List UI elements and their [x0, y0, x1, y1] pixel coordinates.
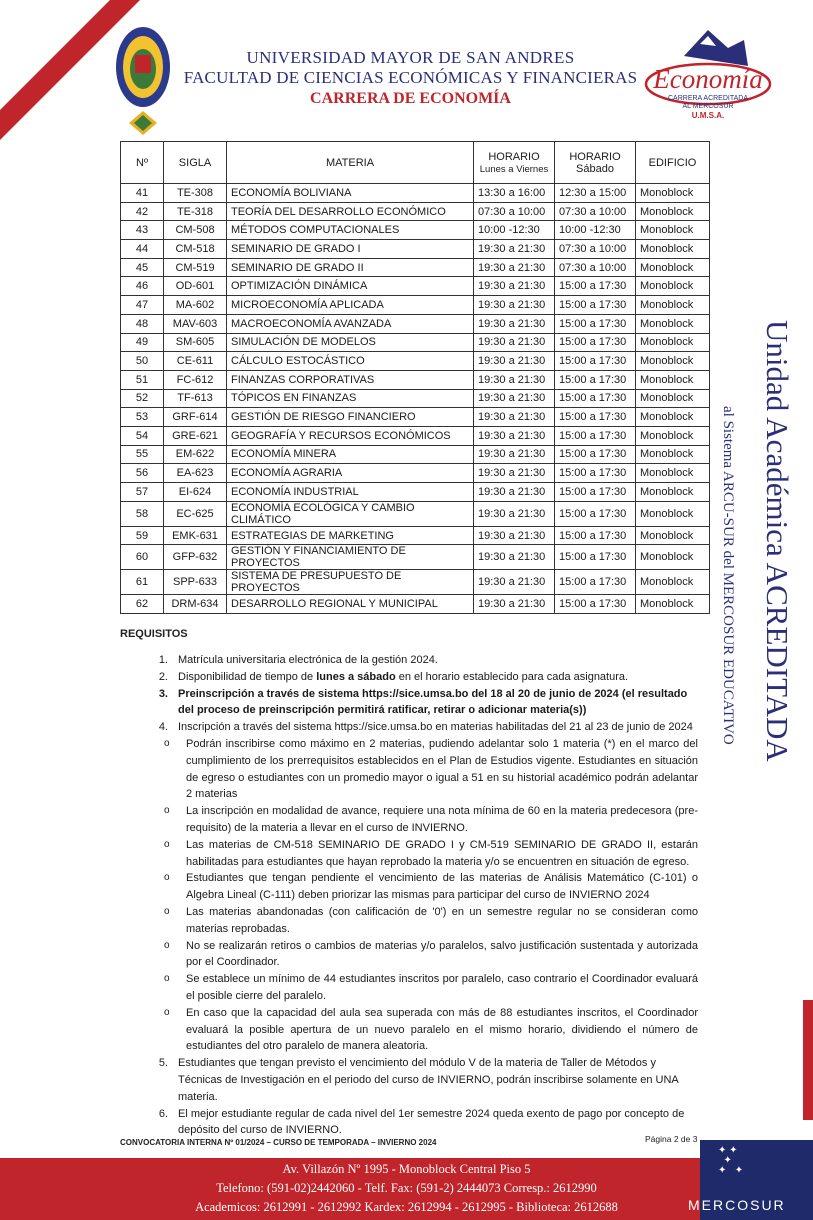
list-item: [120, 1106, 698, 1140]
table-row: [121, 202, 710, 221]
cell-horario-semana: 19:30 a 21:30: [474, 483, 555, 502]
career-name: CARRERA DE ECONOMÍA: [310, 90, 511, 107]
table-row: [121, 314, 710, 333]
faculty-name: FACULTAD DE CIENCIAS ECONÓMICAS Y FINANCIERAS: [183, 68, 638, 87]
col-horario-semana: [474, 142, 555, 184]
table-row: [121, 370, 710, 389]
sub-item-text: Se establece un mínimo de 44 estudiantes inscritos por paralelo, caso contrario el Coordinador evaluará el posible cierre del paralelo.: [186, 973, 698, 1002]
cell-horario-sabado: 15:00 a 17:30: [555, 483, 636, 502]
cell-horario-sabado: 15:00 a 17:30: [555, 370, 636, 389]
cell-sigla: CM-518: [164, 240, 227, 259]
cell-horario-sabado: 07:30 a 10:00: [555, 258, 636, 277]
table-row: [121, 426, 710, 445]
cell-horario-semana: 19:30 a 21:30: [474, 277, 555, 296]
accreditation-subtitle: al Sistema ARCU-SUR del MERCOSUR EDUCATIVO: [720, 406, 736, 745]
cell-materia: MÉTODOS COMPUTACIONALES: [227, 221, 474, 240]
cell-horario-semana: 19:30 a 21:30: [474, 570, 555, 595]
item-number: 3.: [158, 687, 168, 700]
cell-sigla: EMK-631: [164, 526, 227, 545]
cell-num: 56: [121, 464, 164, 483]
svg-text:Economía: Economía: [653, 64, 763, 94]
sub-list-item: [164, 971, 698, 1005]
cell-sigla: MAV-603: [164, 314, 227, 333]
cell-num: 53: [121, 408, 164, 427]
cell-num: 57: [121, 483, 164, 502]
cell-horario-semana: 19:30 a 21:30: [474, 501, 555, 526]
cell-num: 48: [121, 314, 164, 333]
cell-horario-sabado: 15:00 a 17:30: [555, 277, 636, 296]
cell-horario-sabado: 15:00 a 17:30: [555, 408, 636, 427]
convocatoria-label: CONVOCATORIA INTERNA Nº 01/2024 – CURSO DE TEMPORADA – INVIERNO 2024: [120, 1138, 437, 1147]
cell-materia: GESTIÓN Y FINANCIAMIENTO DE PROYECTOS: [227, 545, 474, 570]
bullet-icon: o: [164, 838, 170, 850]
cell-edificio: Monoblock: [636, 408, 710, 427]
cell-horario-semana: 19:30 a 21:30: [474, 545, 555, 570]
list-item: [120, 686, 698, 720]
col-horario-sabado-sub: Sábado: [576, 162, 614, 175]
cell-horario-sabado: 15:00 a 17:30: [555, 501, 636, 526]
cell-materia: MICROECONOMÍA APLICADA: [227, 296, 474, 315]
sub-item-text: Las materias de CM-518 SEMINARIO DE GRADO I y CM-519 SEMINARIO DE GRADO II, estarán habilitadas para estudiantes que hayan reprobado la materia y/o se encuentren en situación de egreso.: [186, 838, 698, 868]
sub-list-item: [164, 904, 698, 938]
bullet-icon: o: [164, 737, 170, 749]
cell-materia: SISTEMA DE PRESUPUESTO DE PROYECTOS: [227, 570, 474, 595]
table-row: [121, 296, 710, 315]
table-row: [121, 240, 710, 259]
item-number: 2.: [158, 670, 168, 683]
cell-horario-sabado: 15:00 a 17:30: [555, 445, 636, 464]
cell-sigla: CM-519: [164, 258, 227, 277]
cell-num: 46: [121, 277, 164, 296]
cell-horario-semana: 19:30 a 21:30: [474, 389, 555, 408]
table-header-row: [121, 142, 710, 184]
cell-sigla: EC-625: [164, 501, 227, 526]
cell-num: 47: [121, 296, 164, 315]
cell-edificio: Monoblock: [636, 464, 710, 483]
cell-sigla: CE-611: [164, 352, 227, 371]
cell-sigla: GFP-632: [164, 545, 227, 570]
cell-horario-semana: 19:30 a 21:30: [474, 370, 555, 389]
col-horario-sabado-title: HORARIO: [569, 150, 621, 163]
table-row: [121, 570, 710, 595]
cell-horario-sabado: 15:00 a 17:30: [555, 296, 636, 315]
table-row: [121, 464, 710, 483]
footer-phone-line: Telefono: (591-02)2442060 - Telf. Fax: (591-2) 2444073 Corresp.: 2612990: [216, 1181, 597, 1195]
list-item: [120, 719, 698, 736]
item-number: 1.: [158, 654, 168, 666]
cell-sigla: EI-624: [164, 483, 227, 502]
sub-item-text: Podrán inscribirse como máximo en 2 materias, pudiendo adelantar solo 1 materia (*) en el marco del cumplimiento de los prerrequisitos establecidos en el Plan de Estudios vigente. Estudiantes en situación de egreso o estudiantes con un promedio mayor o igual a 51 en su historial académico podrán adelantar 2 materias: [186, 737, 698, 801]
cell-horario-sabado: 07:30 a 10:00: [555, 240, 636, 259]
table-row: [121, 483, 710, 502]
item-text: Matrícula universitaria electrónica de la gestión 2024.: [178, 654, 438, 666]
cell-num: 52: [121, 389, 164, 408]
cell-horario-semana: 19:30 a 21:30: [474, 296, 555, 315]
table-row: [121, 445, 710, 464]
cell-num: 59: [121, 526, 164, 545]
cell-edificio: Monoblock: [636, 570, 710, 595]
cell-horario-sabado: 15:00 a 17:30: [555, 314, 636, 333]
university-name: UNIVERSIDAD MAYOR DE SAN ANDRES: [246, 48, 575, 67]
cell-materia: SIMULACIÓN DE MODELOS: [227, 333, 474, 352]
cell-edificio: Monoblock: [636, 370, 710, 389]
item-text: El mejor estudiante regular de cada nivel del 1er semestre 2024 queda exento de pago por concepto de depósito del curso de INVIERNO.: [178, 1107, 685, 1137]
economia-logo-icon: [644, 26, 772, 122]
item-text-bold: lunes a sábado: [316, 670, 396, 683]
cell-horario-sabado: 07:30 a 10:00: [555, 202, 636, 221]
page-number: Página 2 de 3: [645, 1134, 698, 1144]
cell-sigla: GRE-621: [164, 426, 227, 445]
cell-num: 51: [121, 370, 164, 389]
cell-materia: SEMINARIO DE GRADO I: [227, 240, 474, 259]
table-row: [121, 333, 710, 352]
cell-edificio: Monoblock: [636, 333, 710, 352]
table-row: [121, 389, 710, 408]
item-text: Estudiantes que tengan previsto el vencimiento del módulo V de la materia de Taller de Métodos y Técnicas de Investigación en el periodo del curso de INVIERNO, podrán inscribirse solamente en UNA materia.: [178, 1057, 679, 1103]
col-horario-semana-title: HORARIO: [488, 150, 540, 163]
cell-horario-semana: 19:30 a 21:30: [474, 408, 555, 427]
sub-list-item: [164, 837, 698, 871]
cell-edificio: Monoblock: [636, 501, 710, 526]
sub-item-text: No se realizarán retiros o cambios de materias y/o paralelos, salvo justificación sustentada y autorizada por el Coordinador.: [186, 939, 698, 969]
cell-edificio: Monoblock: [636, 240, 710, 259]
cell-num: 62: [121, 595, 164, 614]
footer-academic-line: Academicos: 2612991 - 2612992 Kardex: 2612994 - 2612995 - Biblioteca: 2612688: [195, 1200, 618, 1214]
cell-materia: DESARROLLO REGIONAL Y MUNICIPAL: [227, 595, 474, 614]
cell-sigla: SM-605: [164, 333, 227, 352]
cell-horario-sabado: 15:00 a 17:30: [555, 595, 636, 614]
list-item: [120, 669, 698, 686]
cell-sigla: TE-308: [164, 184, 227, 203]
item-number: 5.: [158, 1057, 168, 1070]
cell-sigla: DRM-634: [164, 595, 227, 614]
mercosur-label: MERCOSUR: [688, 1197, 786, 1213]
svg-text:U.M.S.A.: U.M.S.A.: [691, 111, 725, 120]
cell-horario-semana: 07:30 a 10:00: [474, 202, 555, 221]
cell-horario-sabado: 10:00 -12:30: [555, 221, 636, 240]
cell-horario-sabado: 15:00 a 17:30: [555, 464, 636, 483]
cell-num: 55: [121, 445, 164, 464]
cell-horario-semana: 19:30 a 21:30: [474, 426, 555, 445]
sub-list-item: [164, 736, 698, 803]
item-text: Inscripción a través del sistema https://sice.umsa.bo en materias habilitadas del 21 al 23 de junio de 2024: [178, 721, 693, 734]
cell-num: 50: [121, 352, 164, 371]
cell-horario-semana: 19:30 a 21:30: [474, 464, 555, 483]
table-row: [121, 184, 710, 203]
requisitos-heading: REQUISITOS: [120, 628, 188, 640]
cell-edificio: Monoblock: [636, 221, 710, 240]
cell-num: 58: [121, 501, 164, 526]
cell-horario-semana: 13:30 a 16:00: [474, 184, 555, 203]
sub-item-text: Estudiantes que tengan pendiente el vencimiento de las materias de Análisis Matemático (C-101) o Algebra Lineal (C-111) deben priorizar las mismas para participar del curso de INVIERNO 2024: [186, 872, 698, 902]
cell-sigla: SPP-633: [164, 570, 227, 595]
sub-list-item: [164, 803, 698, 837]
cell-sigla: FC-612: [164, 370, 227, 389]
cell-edificio: Monoblock: [636, 296, 710, 315]
sub-list-item: [164, 938, 698, 972]
cell-num: 60: [121, 545, 164, 570]
col-horario-sabado: [555, 142, 636, 184]
cell-edificio: Monoblock: [636, 426, 710, 445]
corner-decoration-inner: [0, 0, 110, 110]
right-stripe: [803, 1000, 813, 1120]
item-number: 4.: [158, 721, 168, 734]
cell-materia: ECONOMÍA BOLIVIANA: [227, 184, 474, 203]
cell-materia: GEOGRAFÍA Y RECURSOS ECONÓMICOS: [227, 426, 474, 445]
cell-sigla: TF-613: [164, 389, 227, 408]
table-row: [121, 408, 710, 427]
cell-edificio: Monoblock: [636, 445, 710, 464]
cell-edificio: Monoblock: [636, 258, 710, 277]
requisitos-list: [120, 652, 698, 1139]
cell-sigla: EA-623: [164, 464, 227, 483]
cell-horario-semana: 19:30 a 21:30: [474, 333, 555, 352]
item-number: 6.: [158, 1107, 168, 1120]
table-row: [121, 352, 710, 371]
cell-materia: ESTRATEGIAS DE MARKETING: [227, 526, 474, 545]
cell-horario-semana: 19:30 a 21:30: [474, 352, 555, 371]
table-row: [121, 258, 710, 277]
university-seal-icon: [115, 25, 171, 137]
table-row: [121, 221, 710, 240]
col-edificio: EDIFICIO: [636, 142, 710, 184]
item-text-post: en el horario establecido para cada asignatura.: [395, 670, 629, 683]
table-row: [121, 595, 710, 614]
cell-horario-sabado: 15:00 a 17:30: [555, 570, 636, 595]
col-horario-semana-sub: Lunes a Viernes: [479, 163, 549, 175]
bullet-icon: o: [164, 905, 170, 917]
cell-horario-sabado: 15:00 a 17:30: [555, 333, 636, 352]
cell-materia: OPTIMIZACIÓN DINÁMICA: [227, 277, 474, 296]
table-row: [121, 526, 710, 545]
item-text: Preinscripción a través de sistema https://sice.umsa.bo del 18 al 20 de junio de 2024 (el resultado del proceso de preinscripción permitirá ratificar, retirar o adicionar materia(s)): [178, 687, 688, 717]
cell-num: 54: [121, 426, 164, 445]
cell-edificio: Monoblock: [636, 526, 710, 545]
item-text: [178, 669, 698, 686]
cell-edificio: Monoblock: [636, 352, 710, 371]
list-item: [120, 1055, 698, 1105]
cell-horario-sabado: 15:00 a 17:30: [555, 545, 636, 570]
cell-horario-semana: 19:30 a 21:30: [474, 314, 555, 333]
page-header: [178, 48, 643, 110]
cell-materia: ECONOMÍA INDUSTRIAL: [227, 483, 474, 502]
col-sigla: SIGLA: [164, 142, 227, 184]
cell-num: 49: [121, 333, 164, 352]
cell-horario-sabado: 15:00 a 17:30: [555, 526, 636, 545]
list-item: [120, 652, 698, 669]
cell-horario-semana: 19:30 a 21:30: [474, 240, 555, 259]
bullet-icon: o: [164, 872, 170, 884]
sub-item-text: Las materias abandonadas (con calificación de '0') en un semestre regular no se consideran como materias reprobadas.: [186, 905, 698, 935]
sub-list-item: [164, 1005, 698, 1055]
svg-text:CARRERA ACREDITADA: CARRERA ACREDITADA: [668, 95, 748, 102]
cell-edificio: Monoblock: [636, 595, 710, 614]
sub-item-text: En caso que la capacidad del aula sea superada con más de 88 estudiantes inscritos, el Coordinador evaluará la posible apertura de un nuevo paralelo en el mismo horario, dividiendo el número de estudiantes del otro paralelo de manera aleatoria.: [186, 1006, 698, 1053]
cell-num: 45: [121, 258, 164, 277]
cell-materia: ECONOMÍA AGRARIA: [227, 464, 474, 483]
cell-num: 44: [121, 240, 164, 259]
cell-horario-semana: 19:30 a 21:30: [474, 258, 555, 277]
cell-materia: CÁLCULO ESTOCÁSTICO: [227, 352, 474, 371]
footer-address-line: Av. Villazón Nº 1995 - Monoblock Central Piso 5: [282, 1162, 531, 1176]
cell-materia: TÓPICOS EN FINANZAS: [227, 389, 474, 408]
col-materia: MATERIA: [227, 142, 474, 184]
svg-text:AL MERCOSUR: AL MERCOSUR: [682, 103, 734, 110]
cell-num: 42: [121, 202, 164, 221]
cell-materia: ECONOMÍA MINERA: [227, 445, 474, 464]
cell-materia: ECONOMÍA ECOLÓGICA Y CAMBIO CLIMÁTICO: [227, 501, 474, 526]
schedule-table: [120, 141, 710, 614]
cell-num: 61: [121, 570, 164, 595]
cell-edificio: Monoblock: [636, 202, 710, 221]
bullet-icon: o: [164, 805, 170, 817]
accreditation-sidebar: [715, 320, 795, 880]
item-text-pre: Disponibilidad de tiempo de: [178, 670, 317, 683]
cell-horario-sabado: 15:00 a 17:30: [555, 389, 636, 408]
table-row: [121, 501, 710, 526]
cell-sigla: GRF-614: [164, 408, 227, 427]
cell-num: 43: [121, 221, 164, 240]
cell-horario-semana: 19:30 a 21:30: [474, 595, 555, 614]
col-num: Nº: [121, 142, 164, 184]
cell-horario-semana: 19:30 a 21:30: [474, 526, 555, 545]
cell-materia: GESTIÓN DE RIESGO FINANCIERO: [227, 408, 474, 427]
cell-edificio: Monoblock: [636, 545, 710, 570]
cell-edificio: Monoblock: [636, 184, 710, 203]
table-row: [121, 277, 710, 296]
cell-sigla: CM-508: [164, 221, 227, 240]
cell-materia: SEMINARIO DE GRADO II: [227, 258, 474, 277]
accreditation-title: Unidad Académica ACREDITADA: [760, 320, 795, 762]
cell-horario-semana: 10:00 -12:30: [474, 221, 555, 240]
sub-list-item: [164, 870, 698, 904]
cell-num: 41: [121, 184, 164, 203]
cell-sigla: MA-602: [164, 296, 227, 315]
cell-edificio: Monoblock: [636, 314, 710, 333]
cell-horario-sabado: 15:00 a 17:30: [555, 426, 636, 445]
cell-edificio: Monoblock: [636, 277, 710, 296]
cell-edificio: Monoblock: [636, 483, 710, 502]
cell-edificio: Monoblock: [636, 389, 710, 408]
bullet-icon: o: [164, 939, 170, 951]
cell-sigla: TE-318: [164, 202, 227, 221]
sub-list: [120, 736, 698, 1055]
cell-horario-semana: 19:30 a 21:30: [474, 445, 555, 464]
cell-materia: TEORÍA DEL DESARROLLO ECONÓMICO: [227, 202, 474, 221]
cell-materia: MACROECONOMÍA AVANZADA: [227, 314, 474, 333]
stars-icon: ✦ ✦ ✦ ✦ ✦: [718, 1145, 744, 1176]
cell-horario-sabado: 12:30 a 15:00: [555, 184, 636, 203]
table-row: [121, 545, 710, 570]
cell-sigla: EM-622: [164, 445, 227, 464]
sub-item-text: La inscripción en modalidad de avance, requiere una nota mínima de 60 en la materia predecesora (pre-requisito) de la materia a llevar en el curso de INVIERNO.: [186, 805, 698, 834]
bullet-icon: o: [164, 1006, 170, 1018]
cell-materia: FINANZAS CORPORATIVAS: [227, 370, 474, 389]
cell-horario-sabado: 15:00 a 17:30: [555, 352, 636, 371]
cell-sigla: OD-601: [164, 277, 227, 296]
bullet-icon: o: [164, 973, 170, 985]
